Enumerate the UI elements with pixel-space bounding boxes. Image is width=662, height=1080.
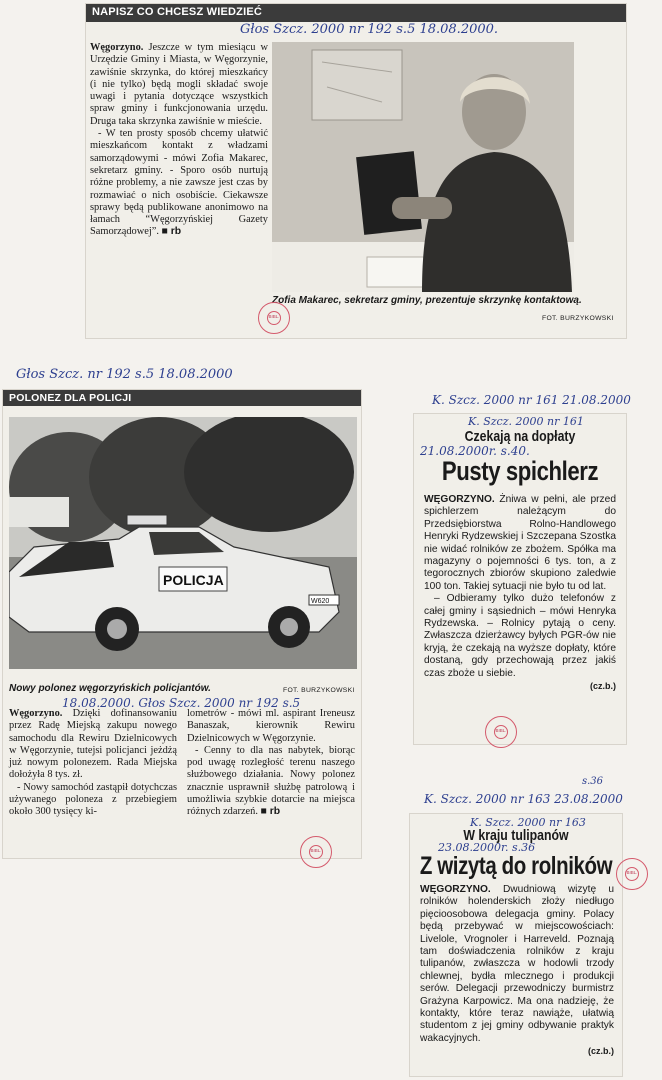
handwritten-note: 23.08.2000r. s.36 [438, 841, 536, 854]
article-title: Z wizytą do rolników [419, 852, 613, 880]
clipping-napisz-co-chcesz-wiedziec [86, 4, 626, 338]
article-kicker: W kraju tulipanów [463, 827, 569, 844]
article-paragraph: Jeszcze w tym miesiącu w Urzędzie Gminy i Miasta, w Węgorzynie, zawiśnie skrzynka, do której mieszkańcy (i nie tylko) będą mogli składać swoje uwagi i pytania dotyczące wszystkich spraw gminy i funkcjonowania urzędu. Druga taka skrzynka zawiśnie w mieście. [90, 42, 268, 127]
car-plate: W620 [311, 598, 330, 605]
photo-caption: Zofia Makarec, sekretarz gminy, prezentuje skrzynkę kontaktową. [272, 295, 582, 306]
article-lead: WĘGORZYNO. [420, 884, 491, 895]
article-body [90, 42, 268, 239]
clipping-z-wizyta-do-rolnikow [410, 814, 622, 1076]
article-signature: (cz.b.) [590, 681, 616, 692]
library-stamp: BIBL. [258, 302, 290, 334]
handwritten-note: K. Szcz. 2000 nr 163 23.08.2000 [424, 792, 623, 806]
article-paragraph: – Odbieramy tylko dużo telefonów z całej gminy i sąsiednich – mówi Henryka Rydzewska. – Rolnicy pytają o ceny. Zwłaszcza dzierżawcy byłych PGR-ów nie kryją, że czekają na wyższe dopłaty, które dostaną, gdy przechowają przez jakiś czas zboże u siebie. [424, 593, 616, 679]
library-stamp: BIBL. [616, 858, 648, 890]
article-signature: ■ rb [161, 226, 182, 238]
library-stamp: BIBL. [300, 836, 332, 868]
clipping-polonez-dla-policji [3, 390, 361, 858]
handwritten-note: K. Szcz. 2000 nr 163 [470, 816, 586, 829]
article-paragraph: lometrów - mówi ml. aspirant Ireneusz Banaszak, kierownik Rewiru Dzielnicowych w Węgorzynie. [187, 708, 355, 744]
handwritten-note: s.36 [582, 776, 604, 787]
article-column-2 [187, 708, 355, 819]
handwritten-note: Głos Szcz. 2000 nr 192 s.5 18.08.2000. [240, 22, 499, 37]
clipping-header: POLONEZ DLA POLICJI [3, 390, 361, 406]
handwritten-note: Głos Szcz. nr 192 s.5 18.08.2000 [16, 367, 233, 382]
article-paragraph: Dzięki dofinansowaniu przez Radę Miejską zakupu nowego samochodu dla Rewiru Dzielnicowych w Węgorzynie, tutejsi policjanci jeżdżą już nowym polonezem. Rada Miejska dołożyła 8 tys. zł. [9, 708, 177, 781]
photo-credit: FOT. BURZYKOWSKI [542, 315, 614, 322]
handwritten-note: 18.08.2000. Głos Szcz. 2000 nr 192 s.5 [62, 696, 301, 710]
article-paragraph: - W ten prosty sposób chcemy ułatwić mieszkańcom kontakt z władzami samorządowymi - mówi Zofia Makarec, sekretarz gminy. - Sporo osób nurtują różne problemy, a nie zawsze jest czas by rozmawiać o nich osobiście. Ciekawsze sprawy będą publikowane anonimowo na łamach “Węgorzyńskiej Gazety Samorządowej”. [90, 128, 268, 238]
library-stamp: BIBL. [485, 716, 517, 748]
photo-caption: Nowy polonez węgorzyńskich policjantów. [9, 683, 211, 694]
article-paragraph: Żniwa w pełni, ale przed spichlerzem należącym do Przedsiębiorstwa Rolno-Handlowego Henryki Rydzewskiej i Szczepana Szostka nie widać rolników ze zbożem. Spółka ma magazyny o pojemności 6 tys. ton, a z tegorocznych zbiorów skupiono zaledwie 100 ton. Takiej sytuacji nie było tu od lat. [424, 494, 616, 592]
article-column-1 [9, 708, 177, 819]
photo-illustration [272, 42, 574, 292]
article-signature: (cz.b.) [588, 1046, 614, 1057]
article-title: Pusty spichlerz [441, 456, 599, 486]
article-kicker: Czekają na dopłaty [464, 428, 576, 445]
clipping-pusty-spichlerz [414, 414, 626, 744]
car-door-text: POLICJA [163, 572, 224, 588]
photo-illustration [9, 417, 357, 669]
article-paragraph: Dwudniową wizytę u rolników holenderskich złoży niedługo pięcioosobowa delegacja gminy. Polacy będą przebywać w miejscowościach: Livelole, Vrognoler i Harreveld. Poznają tam doświadczenia rolników z kraju tulipanów, zwłaszcza w hodowli trzody chlewnej, bydła mlecznego i produkcji serów. Delegacji przewodniczy burmistrz Grażyna Karpowicz. Ma ona nadzieję, że kontakty, które teraz nawiąże, ułatwią studentom z jej gminy odbywanie praktyk wakacyjnych. [420, 884, 614, 1044]
handwritten-note: K. Szcz. 2000 nr 161 21.08.2000 [432, 393, 631, 407]
article-lead: Węgorzyno. [9, 708, 63, 719]
photo-police-car [9, 417, 357, 669]
handwritten-note: K. Szcz. 2000 nr 161 [468, 415, 584, 428]
article-paragraph: - Cenny to dla nas nabytek, biorąc pod uwagę rozległość terenu naszego służbowego działania. Nowy polonez znacznie usprawnił służbę patrolową i umożliwia szybkie dotarcie na miejsca różnych zdarzeń. [187, 744, 355, 818]
article-body [420, 884, 614, 1059]
article-signature: ■ rb [260, 806, 281, 818]
photo-credit: FOT. BURZYKOWSKI [283, 687, 355, 694]
article-paragraph: - Nowy samochód zastąpił dotychczas używanego poloneza z przebiegiem około 300 tysięcy ki- [9, 781, 177, 818]
article-lead: WĘGORZYNO. [424, 494, 495, 505]
handwritten-note: 21.08.2000r. s.40. [420, 444, 530, 458]
photo-secretary [272, 42, 574, 292]
clipping-header: NAPISZ CO CHCESZ WIEDZIEĆ [86, 4, 626, 22]
article-lead: Węgorzyno. [90, 42, 144, 53]
article-body [424, 494, 616, 694]
